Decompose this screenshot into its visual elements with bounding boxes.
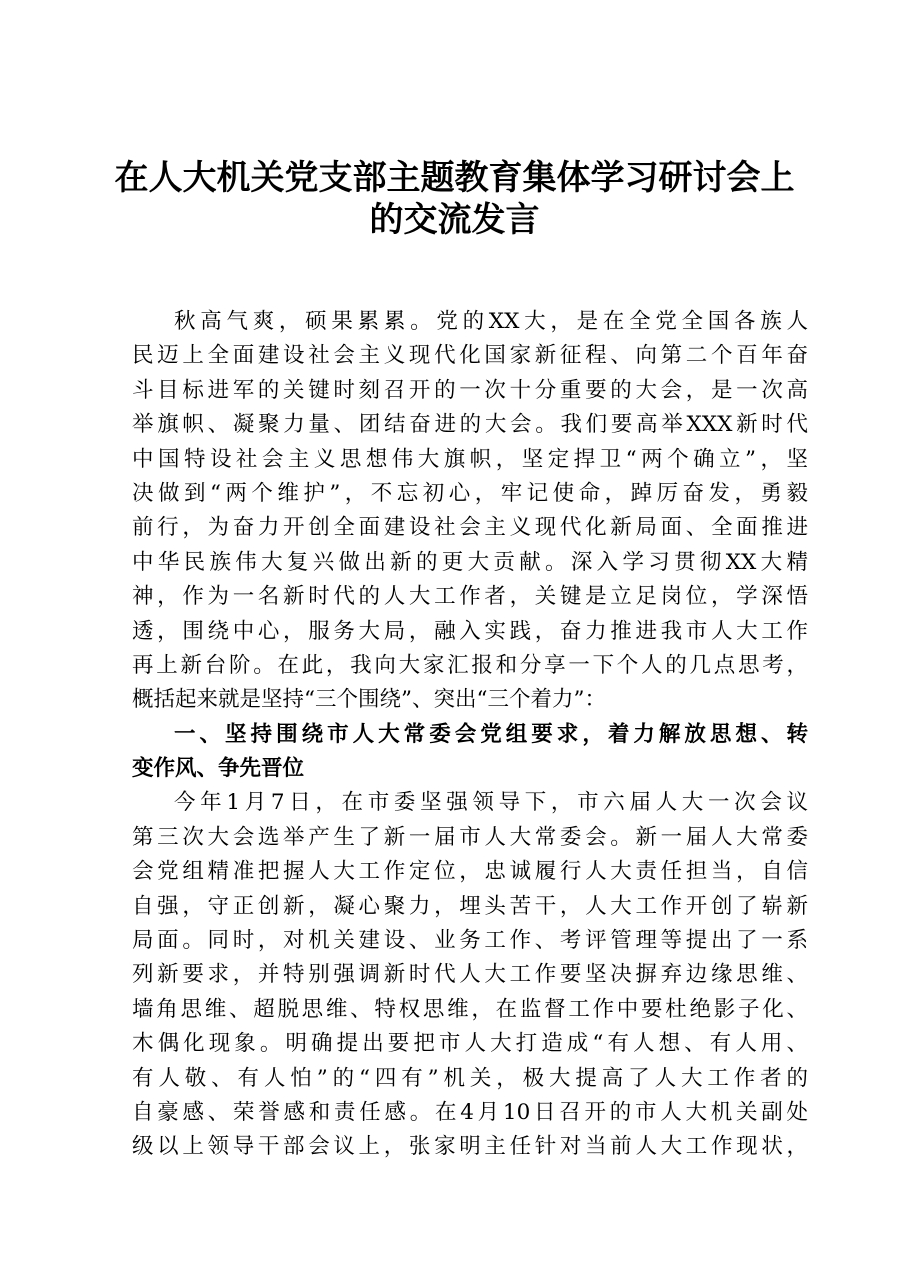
body-line: 神，作为一名新时代的人大工作者，关键是立足岗位，学深悟 — [132, 584, 808, 610]
body-line: 级以上领导干部会议上，张家明主任针对当前人大工作现状， — [132, 1134, 808, 1160]
body-line: 前行，为奋力开创全面建设社会主义现代化新局面、全面推进 — [132, 515, 808, 541]
body-line: 今年1月7日，在市委坚强领导下，市六届人大一次会议 — [174, 790, 808, 816]
body-line: 自强，守正创新，凝心聚力，埋头苦干，人大工作开创了崭新 — [132, 893, 808, 919]
document-title-line-1: 在人大机关党支部主题教育集体学习研讨会上 — [114, 158, 795, 198]
body-line: 第三次大会选举产生了新一届市人大常委会。新一届人大常委 — [132, 824, 808, 850]
section-heading-line: 变作风、争先晋位 — [132, 756, 305, 782]
document-body — [132, 305, 808, 1165]
body-line: 再上新台阶。在此，我向大家汇报和分享一下个人的几点思考， — [132, 652, 808, 678]
body-line: 自豪感、荣誉感和责任感。在4月10日召开的市人大机关副处 — [132, 1099, 808, 1125]
body-line: 中国特设社会主义思想伟大旗帜，坚定捍卫“两个确立”，坚 — [132, 446, 808, 472]
body-line: 举旗帜、凝聚力量、团结奋进的大会。我们要高举XXX新时代 — [132, 412, 808, 438]
body-line: 斗目标进军的关键时刻召开的一次十分重要的大会，是一次高 — [132, 377, 808, 403]
section-heading-line: 一、坚持围绕市人大常委会党组要求，着力解放思想、转 — [174, 721, 808, 747]
body-line: 决做到“两个维护”，不忘初心，牢记使命，踔厉奋发，勇毅 — [132, 480, 808, 506]
body-line: 秋高气爽，硕果累累。党的XX大，是在全党全国各族人 — [174, 309, 808, 334]
body-line: 有人敬、有人怕”的“四有”机关，极大提高了人大工作者的 — [132, 1065, 808, 1091]
document-title-line-2: 的交流发言 — [369, 200, 540, 240]
body-line: 墙角思维、超脱思维、特权思维，在监督工作中要杜绝影子化、 — [132, 996, 808, 1022]
body-line: 中华民族伟大复兴做出新的更大贡献。深入学习贯彻XX大精 — [132, 549, 808, 575]
body-line: 木偶化现象。明确提出要把市人大打造成“有人想、有人用、 — [132, 1031, 808, 1057]
body-line: 会党组精准把握人大工作定位，忠诚履行人大责任担当，自信 — [132, 859, 808, 885]
body-line: 民迈上全面建设社会主义现代化国家新征程、向第二个百年奋 — [132, 343, 808, 369]
body-line: 透，围绕中心，服务大局，融入实践，奋力推进我市人大工作 — [132, 618, 808, 644]
body-line: 列新要求，并特别强调新时代人大工作要坚决摒弃边缘思维、 — [132, 962, 808, 988]
body-line: 局面。同时，对机关建设、业务工作、考评管理等提出了一系 — [132, 928, 808, 954]
body-line: 概括起来就是坚持“三个围绕”、突出“三个着力”： — [132, 687, 606, 713]
